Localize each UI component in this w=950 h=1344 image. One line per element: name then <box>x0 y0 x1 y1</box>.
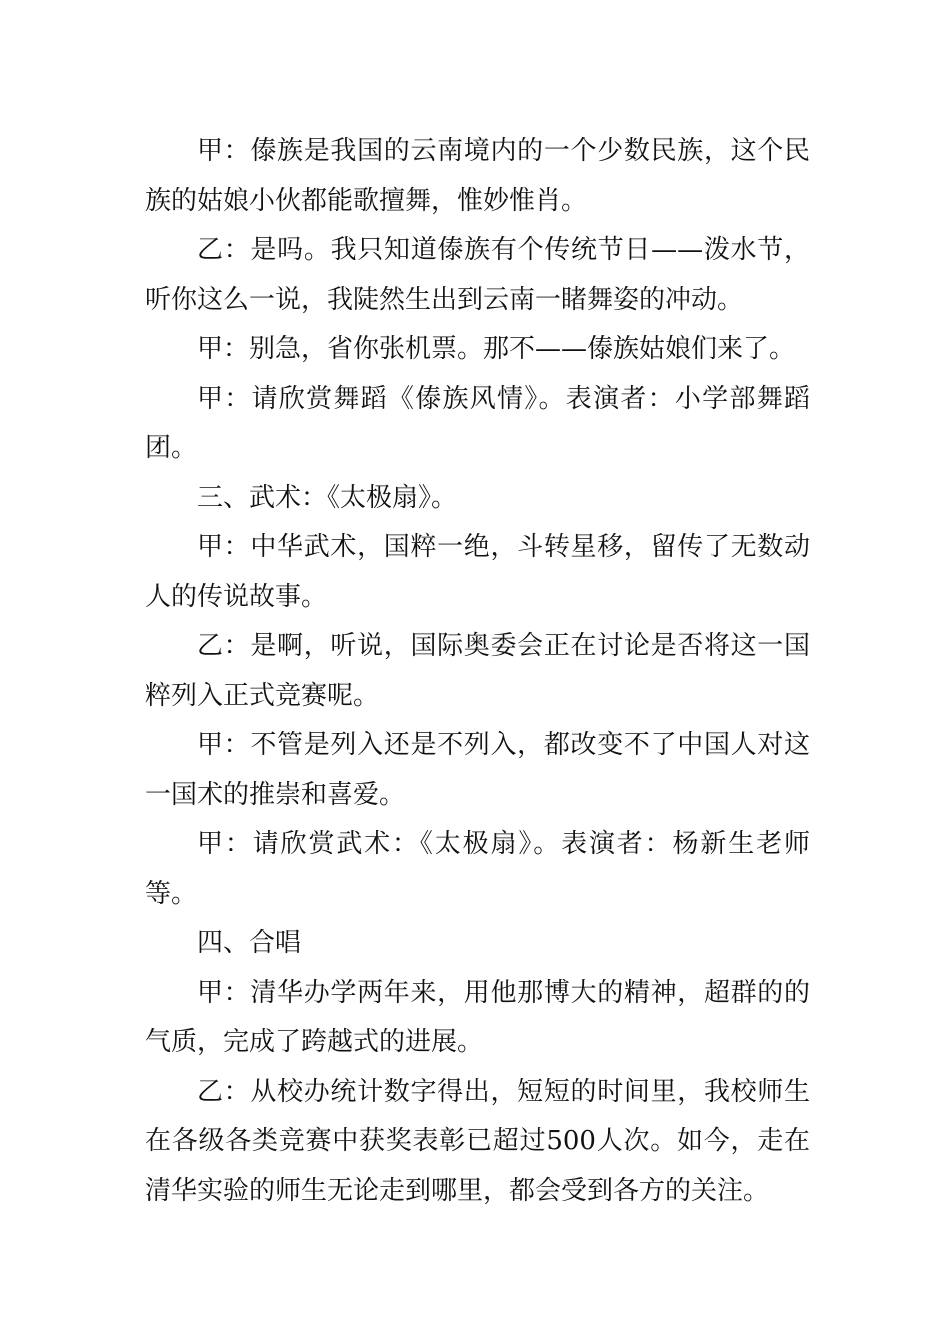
document-body <box>145 127 810 1216</box>
paragraph-water-festival: 乙：是吗。我只知道傣族有个传统节日——泼水节，听你这么一说，我陡然生出到云南一睹舞姿的冲动。 <box>145 235 810 315</box>
paragraph-olympic-committee: 乙：是啊，听说，国际奥委会正在讨论是否将这一国粹列入正式竞赛呢。 <box>145 631 810 711</box>
paragraph-tsinghua-progress: 甲：清华办学两年来，用他那博大的精神，超群的的气质，完成了跨越式的进展。 <box>145 977 810 1057</box>
paragraph-dai-girls: 甲：别急，省你张机票。那不——傣族姑娘们来了。 <box>197 334 796 364</box>
paragraph-dance-announcement: 甲：请欣赏舞蹈《傣族风情》。表演者：小学部舞蹈团。 <box>145 383 810 463</box>
paragraph-award-statistics: 乙：从校办统计数字得出，短短的时间里，我校师生在各级各类竞赛中获奖表彰已超过500人次。如今，走在清华实验的师生无论走到哪里，都会受到各方的关注。 <box>145 1076 810 1206</box>
section-heading-martial-arts: 三、武术：《太极扇》。 <box>197 482 458 513</box>
section-heading-chorus: 四、合唱 <box>197 928 302 958</box>
paragraph-wushu-intro: 甲：中华武术，国粹一绝，斗转星移，留传了无数动人的传说故事。 <box>145 532 810 612</box>
paragraph-national-art: 甲：不管是列入还是不列入，都改变不了中国人对这一国术的推崇和喜爱。 <box>145 730 810 810</box>
paragraph-wushu-announcement: 甲：请欣赏武术：《太极扇》。表演者：杨新生老师等。 <box>145 829 810 909</box>
paragraph-dai-intro: 甲：傣族是我国的云南境内的一个少数民族，这个民族的姑娘小伙都能歌擅舞，惟妙惟肖。 <box>145 136 810 216</box>
